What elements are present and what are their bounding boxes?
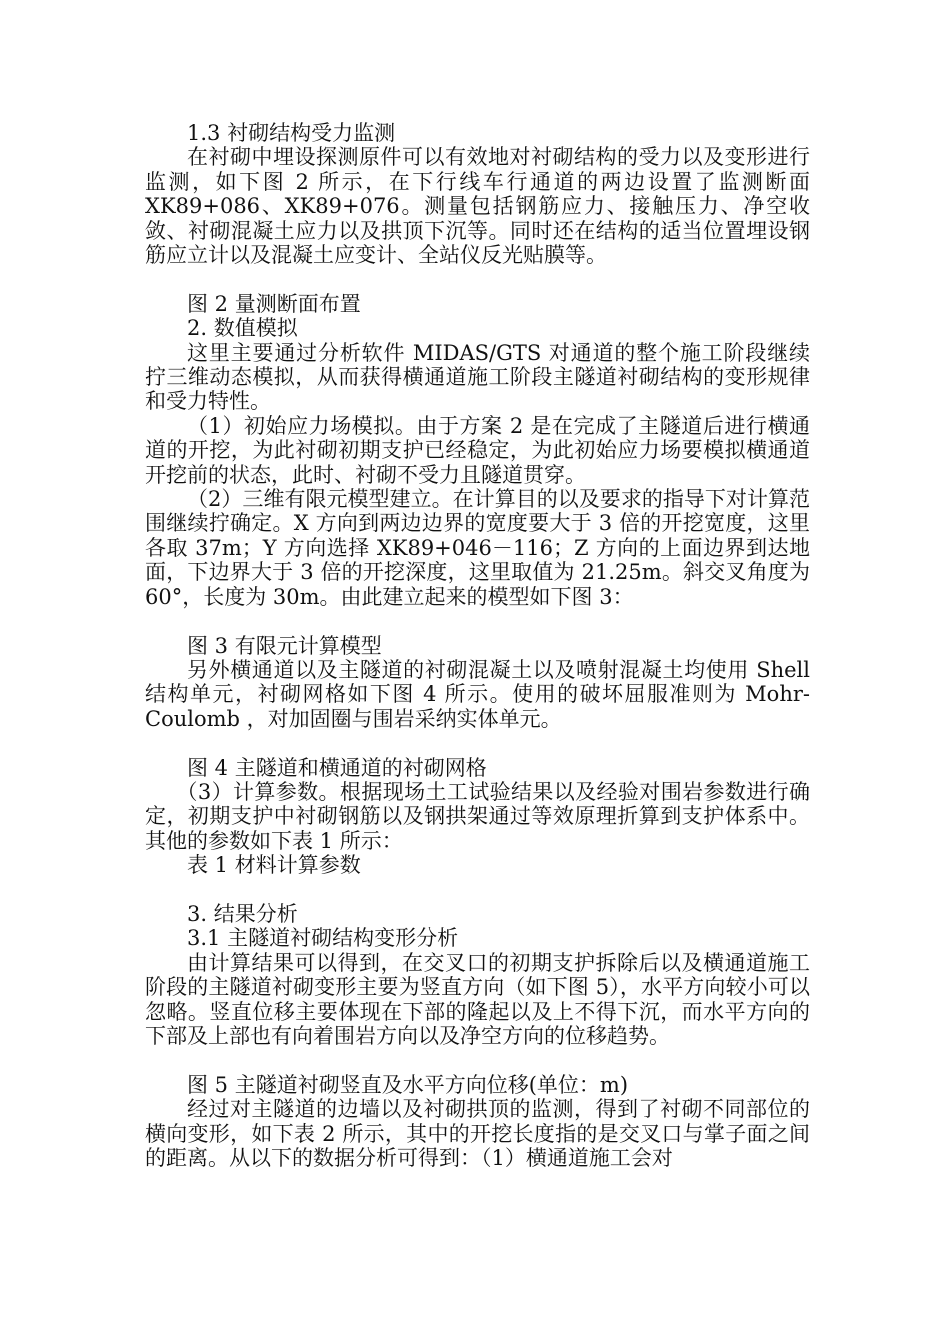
paragraph-shell-elements: 另外横通道以及主隧道的衬砌混凝土以及喷射混凝土均使用 Shell 结构单元，衬砌网格如下图 4 所示。使用的破坏屈服准则为 Mohr-Coulomb ，对加固圈与围岩采纳实体单元。 bbox=[145, 657, 810, 731]
figure-placeholder-5 bbox=[145, 1048, 810, 1072]
figure-caption-5: 图 5 主隧道衬砌竖直及水平方向位移(单位：m) bbox=[187, 1072, 629, 1097]
table-caption-1: 表 1 材料计算参数 bbox=[187, 853, 361, 878]
table-placeholder-1 bbox=[145, 878, 810, 902]
figure-placeholder-4 bbox=[145, 731, 810, 755]
paragraph-fem-model: （2）三维有限元模型建立。在计算目的以及要求的指导下对计算范围继续拧确定。X 方向到两边边界的宽度要大于 3 倍的开挖宽度，这里各取 37m；Y 方向选择 XK89+046－116；Z 方向的上面边界到达地面，下边界大于 3 倍的开挖深度，这里取值为 21.25m。斜交叉角度为 60°，长度为 30m。由此建立起来的模型如下图 3： bbox=[145, 487, 810, 609]
figure-caption-3: 图 3 有限元计算模型 bbox=[187, 633, 382, 658]
paragraph-monitoring: 在衬砌中埋设探测原件可以有效地对衬砌结构的受力以及变形进行监测，如下图 2 所示，在下行线车行通道的两边设置了监测断面 XK89+086、XK89+076。测量包括钢筋应力、接触压力、净空收敛、衬砌混凝土应力以及拱顶下沉等。同时还在结构的适当位置埋设钢筋应立计以及混凝土应变计、全站仪反光贴膜等。 bbox=[145, 145, 810, 268]
document-body bbox=[145, 121, 810, 1170]
paragraph-lateral-deformation: 经过对主隧道的边墙以及衬砌拱顶的监测，得到了衬砌不同部位的横向变形，如下表 2 所示，其中的开挖长度指的是交叉口与掌子面之间的距离。从以下的数据分析可得到：（1）横通道施工会对 bbox=[145, 1097, 810, 1170]
paragraph-simulation-intro: 这里主要通过分析软件 MIDAS/GTS 对通道的整个施工阶段继续拧三维动态模拟，从而获得横通道施工阶段主隧道衬砌结构的变形规律和受力特性。 bbox=[145, 340, 810, 414]
paragraph-parameters: （3）计算参数。根据现场土工试验结果以及经验对围岩参数进行确定，初期支护中衬砌钢筋以及钢拱架通过等效原理折算到支护体系中。其他的参数如下表 1 所示： bbox=[145, 779, 810, 853]
paragraph-deformation: 由计算结果可以得到，在交叉口的初期支护拆除后以及横通道施工阶段的主隧道衬砌变形主要为竖直方向（如下图 5），水平方向较小可以忽略。竖直位移主要体现在下部的隆起以及上不得下沉，而水平方向的下部及上部也有向着围岩方向以及净空方向的位移趋势。 bbox=[145, 950, 810, 1048]
section-heading-3: 3. 结果分析 bbox=[187, 901, 298, 926]
section-heading-2: 2. 数值模拟 bbox=[187, 316, 298, 341]
paragraph-initial-stress: （1）初始应力场模拟。由于方案 2 是在完成了主隧道后进行横通道的开挖，为此衬砌初期支护已经稳定，为此初始应力场要模拟横通道开挖前的状态，此时、衬砌不受力且隧道贯穿。 bbox=[145, 413, 810, 487]
figure-placeholder-2 bbox=[145, 267, 810, 291]
figure-caption-4: 图 4 主隧道和横通道的衬砌网格 bbox=[187, 755, 487, 780]
section-heading-3-1: 3.1 主隧道衬砌结构变形分析 bbox=[187, 926, 459, 951]
figure-placeholder-3 bbox=[145, 609, 810, 633]
figure-caption-2: 图 2 量测断面布置 bbox=[187, 291, 361, 316]
section-heading-1-3: 1.3 衬砌结构受力监测 bbox=[187, 121, 396, 145]
